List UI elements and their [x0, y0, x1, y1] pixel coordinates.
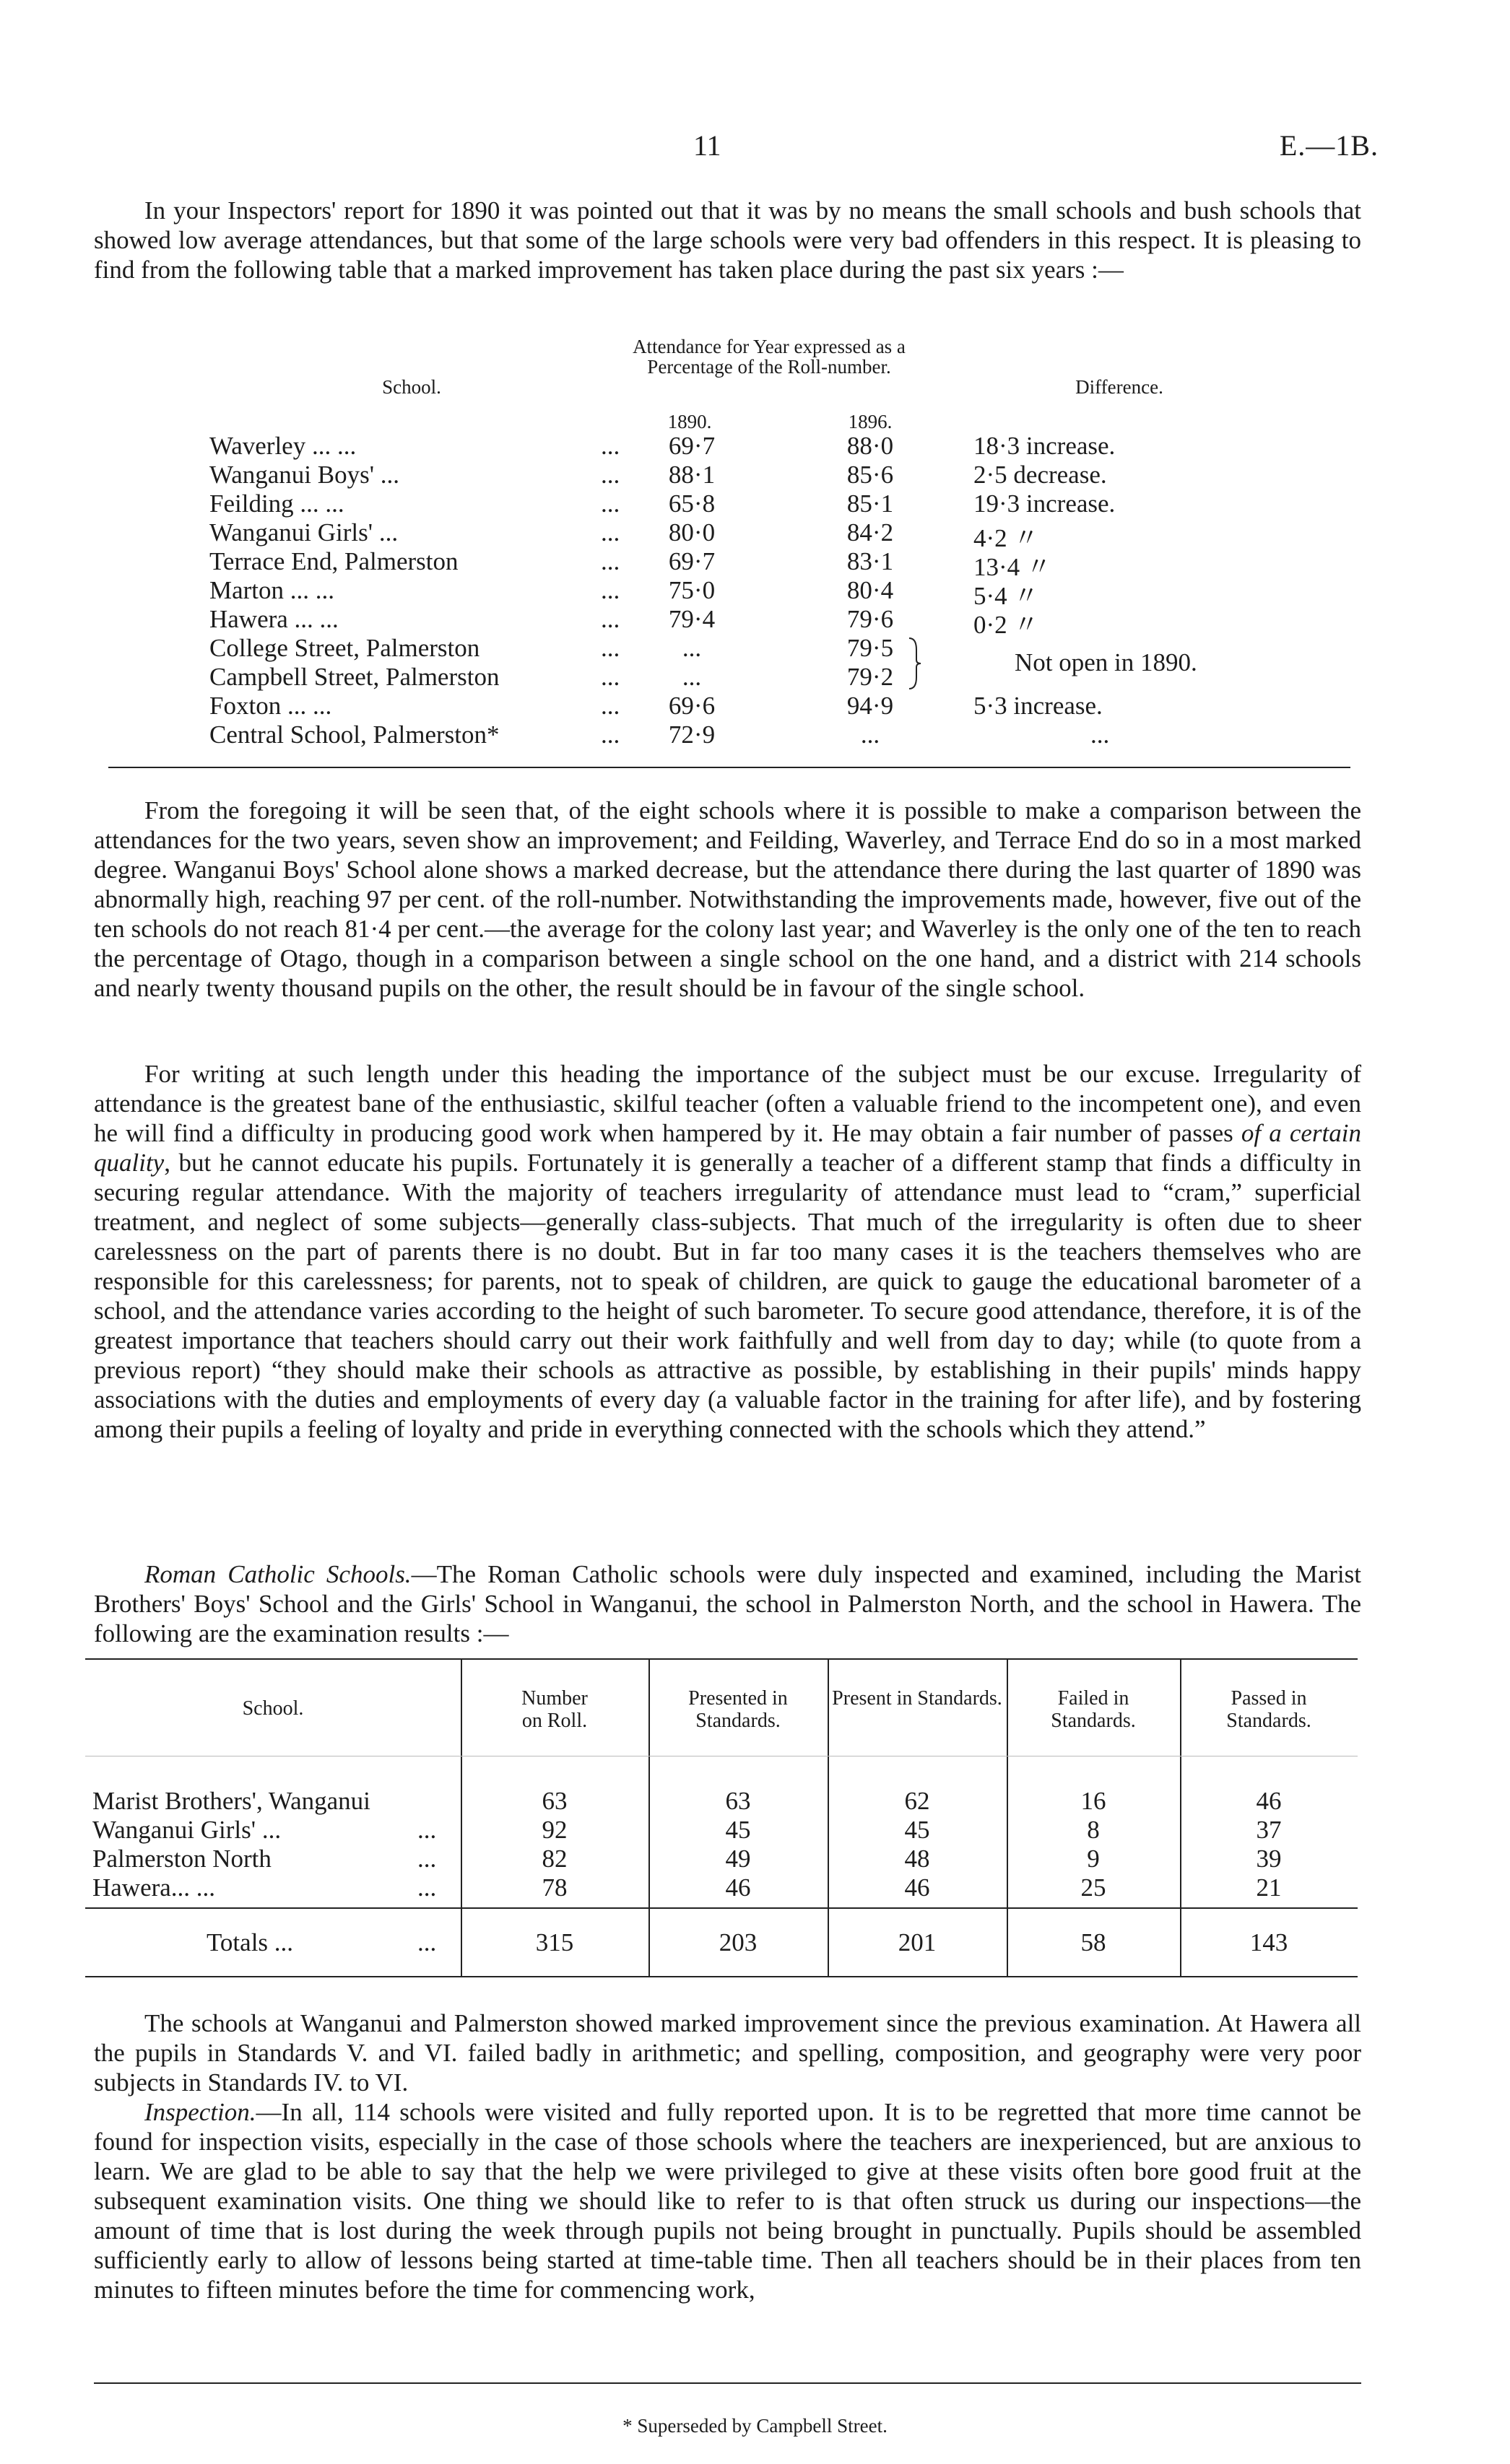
school-name: Terrace End, Palmerston	[209, 547, 459, 575]
percent-1896: 84·2	[846, 518, 894, 547]
percent-1890: 80·0	[668, 518, 716, 547]
totals-row: Totals ... ... 315 203 201 58 143	[85, 1928, 1358, 1957]
document-reference: E.—1B.	[1279, 129, 1379, 162]
school-name: Central School, Palmerston*	[209, 721, 500, 749]
percent-1890: 72·9	[668, 721, 716, 749]
present-value: 48	[904, 1845, 930, 1873]
present-total: 201	[898, 1928, 937, 1956]
roll-total: 315	[535, 1928, 574, 1956]
roll-value: 92	[542, 1816, 568, 1844]
passed-total: 143	[1249, 1928, 1288, 1956]
percent-1890: ...	[682, 634, 702, 662]
table-row	[85, 1787, 1358, 1816]
school-name: Marist Brothers', Wanganui	[92, 1787, 370, 1815]
brace-icon	[906, 635, 924, 692]
presented-value: 45	[725, 1816, 751, 1844]
attendance-col-percentage: Attendance for Year expressed as a Percentage of the Roll-number.	[633, 336, 906, 378]
passed-value: 37	[1256, 1816, 1282, 1844]
improvement-paragraph: The schools at Wanganui and Palmerston showed marked improvement since the previous examination. At Hawera all the pupils in Standards V. and VI. failed badly in arithmetic; and spelling, composition, and geography were very poor subjects in Standards IV. to VI.	[94, 2009, 1361, 2097]
inspection-paragraph: Inspection.—In all, 114 schools were visited and fully reported upon. It is to be regretted that more time cannot be found for inspection visits, especially in the case of those schools where the teachers are inexperienced, but are anxious to learn. We are glad to be able to say that the help we were privileged to give at these visits often bore good fruit at the subsequent examination visits. One thing we should like to refer to is that often struck us during our inspections—the amount of time that is lost during the week through pupils not being brought in punctually. Pupils should be assembled sufficiently early to allow of lessons being started at time-table time. Then all teachers should be in their places from ten minutes to fifteen minutes before the time for commencing work,	[94, 2098, 1361, 2304]
percent-1890: 69·7	[668, 432, 716, 460]
attendance-row	[0, 518, 1510, 552]
percent-1890: 79·4	[668, 605, 716, 633]
percent-1896: 83·1	[846, 547, 894, 575]
attendance-col-1890: 1890.	[667, 411, 712, 432]
examination-results-table	[85, 1658, 1358, 1977]
leader-dots: ...	[601, 518, 620, 547]
header-roll: Number on Roll.	[521, 1687, 588, 1732]
percent-1896: 85·1	[846, 489, 894, 518]
header-passed: Passed in Standards.	[1226, 1687, 1311, 1732]
percent-1890: 88·1	[668, 461, 716, 489]
header-presented: Presented in Standards.	[688, 1687, 788, 1732]
presented-value: 46	[725, 1873, 751, 1902]
roll-value: 63	[542, 1787, 568, 1815]
present-value: 45	[904, 1816, 930, 1844]
percent-1890: 75·0	[668, 576, 716, 604]
percent-1896: 79·6	[846, 605, 894, 633]
totals-label: Totals ...	[207, 1928, 294, 1956]
writing-paragraph: For writing at such length under this heading the importance of the subject must be our excuse. Irregularity of attendance is the greatest bane of the enthusiastic, skilful teacher (often a valuable friend to the incompetent one), and even he will find a difficulty in producing good work when hampered by it. He may obtain a fair number of passes of a certain quality, but he cannot educate his pupils. Fortunately it is generally a teacher of a different stamp that finds a difficulty in securing regular attendance. With the majority of teachers irregularity of attendance must lead to “cram,” superficial treatment, and neglect of some subjects—generally class-subjects. That much of the irregularity is often due to sheer carelessness on the part of parents there is no doubt. But in far too many cases it is the teachers themselves who are responsible for this carelessness; for parents, not to speak of children, are quick to gauge the educational barometer of a school, and the attendance varies according to the height of such barometer. To secure good attendance, therefore, it is of the greatest importance that teachers should carry out their work faithfully and well from day to day; while (to quote from a previous report) “they should make their schools as attractive as possible, by establishing in their pupils' minds happy associations with the duties and employments of every day (a valuable factor in the training for after life), and by fostering among their pupils a feeling of loyalty and pride in everything connected with the schools which they attend.”	[94, 1060, 1361, 1443]
school-name: Foxton ... ...	[209, 692, 332, 720]
percent-1890: 69·7	[668, 547, 716, 575]
leader-dots: ...	[601, 663, 620, 691]
failed-value: 25	[1080, 1873, 1106, 1902]
attendance-row	[0, 432, 1510, 461]
presented-value: 49	[725, 1845, 751, 1873]
table-row: Palmerston North ... 82 49 48 9 39	[85, 1845, 1358, 1873]
present-value: 46	[904, 1873, 930, 1902]
percent-1890: 69·6	[668, 692, 716, 720]
leader-dots: ...	[601, 547, 620, 575]
leader-dots: ...	[601, 634, 620, 662]
attendance-row	[0, 605, 1510, 639]
attendance-row	[0, 489, 1510, 518]
school-name: Feilding ... ...	[209, 489, 344, 518]
presented-total: 203	[719, 1928, 758, 1956]
roll-value: 78	[542, 1873, 568, 1902]
percent-1890: 65·8	[668, 489, 716, 518]
difference: 5·4 〃	[973, 582, 1039, 610]
attendance-row	[0, 461, 1510, 489]
attendance-row	[0, 663, 1510, 692]
roll-value: 82	[542, 1845, 568, 1873]
difference: 2·5 decrease.	[973, 461, 1107, 489]
leader-dots: ...	[601, 692, 620, 720]
present-value: 62	[904, 1787, 930, 1815]
leader-dots: ...	[601, 576, 620, 604]
difference: 13·4 〃	[973, 553, 1051, 581]
school-name: Hawera... ...	[92, 1873, 216, 1902]
header-failed: Failed in Standards.	[1051, 1687, 1136, 1732]
table-row: Hawera... ... ... 78 46 46 25 21	[85, 1873, 1358, 1902]
school-name: Waverley ... ...	[209, 432, 357, 460]
school-name: Wanganui Girls' ...	[92, 1816, 282, 1844]
failed-total: 58	[1080, 1928, 1106, 1956]
page-number: 11	[693, 129, 721, 162]
failed-value: 9	[1087, 1845, 1100, 1873]
difference: 0·2 〃	[973, 611, 1039, 639]
percent-1896: ...	[860, 721, 880, 749]
leader-dots: ...	[601, 721, 620, 749]
school-name: Wanganui Boys' ...	[209, 461, 400, 489]
difference: 4·2 〃	[973, 524, 1039, 552]
passed-value: 39	[1256, 1845, 1282, 1873]
leader-dots: ...	[601, 461, 620, 489]
attendance-row	[0, 721, 1510, 749]
passed-value: 46	[1256, 1787, 1282, 1815]
school-name: Marton ... ...	[209, 576, 335, 604]
school-name: Palmerston North	[92, 1845, 272, 1873]
attendance-row	[0, 692, 1510, 721]
footnote: * Superseded by Campbell Street.	[622, 2415, 888, 2437]
attendance-row	[0, 547, 1510, 581]
difference: 19·3 increase.	[973, 489, 1116, 518]
attendance-row	[0, 576, 1510, 610]
attendance-col-difference: Difference.	[1075, 376, 1163, 398]
difference: ...	[1090, 721, 1110, 749]
leader-dots: ...	[601, 432, 620, 460]
table-bottom-rule	[108, 767, 1350, 768]
percent-1896: 88·0	[846, 432, 894, 460]
attendance-col-1896: 1896.	[848, 411, 893, 432]
percent-1896: 94·9	[846, 692, 894, 720]
leader-dots: ...	[601, 605, 620, 633]
difference: 18·3 increase.	[973, 432, 1116, 460]
analysis-paragraph: From the foregoing it will be seen that, of the eight schools where it is possible to make a comparison between the attendances for the two years, seven show an improvement; and Feilding, Waverley, and Terrace End do so in a most marked degree. Wanganui Boys' School alone shows a marked decrease, but the attendance there during the last quarter of 1890 was abnormally high, reaching 97 per cent. of the roll-number. Notwithstanding the improvements made, however, five out of the ten schools do not reach 81·4 per cent.—the average for the colony last year; and Waverley is the only one of the ten to reach the percentage of Otago, though in a comparison between a single school on the one hand, and a district with 214 schools and nearly twenty thousand pupils on the other, the result should be in favour of the single school.	[94, 796, 1361, 1002]
attendance-row	[0, 634, 1510, 663]
school-name: Hawera ... ...	[209, 605, 339, 633]
percent-1896: 85·6	[846, 461, 894, 489]
school-name: College Street, Palmerston	[209, 634, 480, 662]
failed-value: 16	[1080, 1787, 1106, 1815]
header-present: Present in Standards.	[832, 1687, 1002, 1710]
failed-value: 8	[1087, 1816, 1100, 1844]
difference: 5·3 increase.	[973, 692, 1103, 720]
passed-value: 21	[1256, 1873, 1282, 1902]
roman-catholic-paragraph: Roman Catholic Schools.—The Roman Catholic schools were duly inspected and examined, including the Marist Brothers' Boys' School and the Girls' School in Wanganui, the school in Palmerston North, and the school in Hawera. The following are the examination results :—	[94, 1560, 1361, 1647]
school-name: Campbell Street, Palmerston	[209, 663, 500, 691]
not-open-note: Not open in 1890.	[1015, 648, 1197, 676]
header-school: School.	[242, 1697, 304, 1720]
school-name: Wanganui Girls' ...	[209, 518, 399, 547]
percent-1896: 79·2	[846, 663, 894, 691]
presented-value: 63	[725, 1787, 751, 1815]
percent-1896: 80·4	[846, 576, 894, 604]
percent-1890: ...	[682, 663, 702, 691]
intro-paragraph: In your Inspectors' report for 1890 it was pointed out that it was by no means the small schools and bush schools that showed low average attendances, but that some of the large schools were very bad offenders in this respect. It is pleasing to find from the following table that a marked improvement has taken place during the past six years :—	[94, 196, 1361, 284]
attendance-col-school: School.	[382, 376, 441, 398]
table-row: Wanganui Girls' ... ... 92 45 45 8 37	[85, 1816, 1358, 1845]
leader-dots: ...	[601, 489, 620, 518]
footnote-rule	[94, 2382, 1361, 2384]
percent-1896: 79·5	[846, 634, 894, 662]
